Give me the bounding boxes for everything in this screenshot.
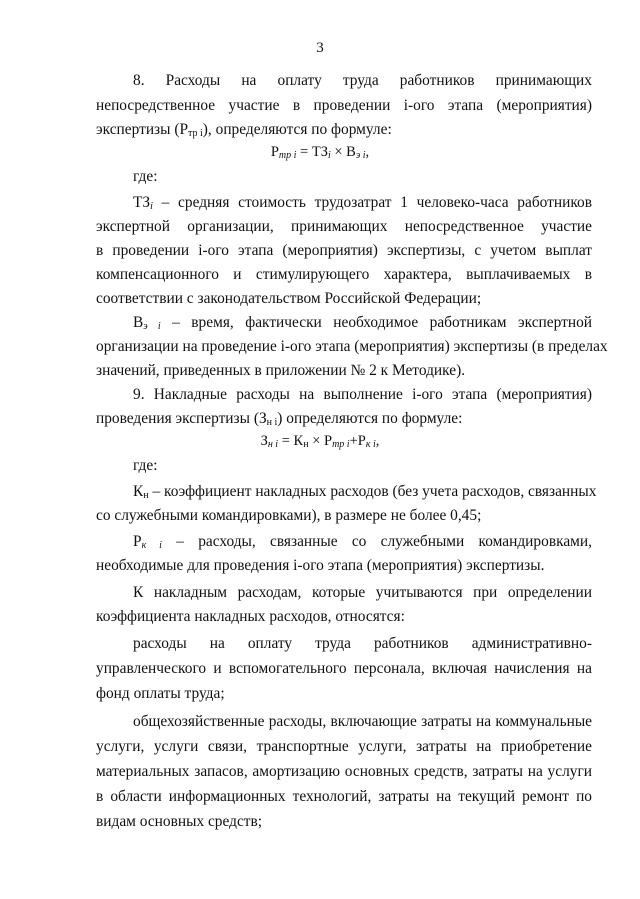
v-def-line-3: значений, приведенных в приложении № 2 к Методике). (96, 362, 466, 379)
p8-where: где: (133, 168, 158, 185)
item-2-line-1: общехозяйственные расходы, включающие затраты на коммунальные (133, 713, 592, 730)
k-def-line-1: Кн – коэффициент накладных расходов (без учета расходов, связанных (133, 483, 597, 501)
item-1-line-3: фонд оплаты труда; (96, 685, 225, 702)
formula-overhead: $З_{н i}$ = Кн × $Р_{тр i}+Р_{к i}$, (260, 433, 380, 450)
item-2-line-5: видам основных средств; (96, 813, 263, 830)
item-1-line-1: расходы на оплату труда работников административно- (133, 635, 592, 652)
v-def-line-2: организации на проведение i-ого этапа (мероприятия) экспертизы (в пределах (96, 338, 608, 355)
overhead-intro-line-1: К накладным расходам, которые учитываются при определении (133, 584, 592, 601)
p8-line-2: непосредственное участие в проведении i-ого этапа (мероприятия) (96, 97, 592, 114)
item-2-line-2: услуги, услуги связи, транспортные услуги, затраты на приобретение (96, 738, 592, 755)
p8-line-3: экспертизы (Ртр i), определяются по формуле: (96, 121, 392, 139)
overhead-intro-line-2: коэффициента накладных расходов, относятся: (96, 608, 405, 625)
r-def-line-1: $Р_{к i}$ – расходы, связанные со служебными командировками, (133, 533, 592, 551)
tz-def-line-1: $ТЗ_i$ – средняя стоимость трудозатрат 1 человеко-часа работников (133, 194, 592, 212)
page-number: 3 (316, 40, 324, 56)
k-def-line-2: со служебными командировками), в размере не более 0,45; (96, 507, 482, 524)
tz-def-line-5: соответствии с законодательством Российской Федерации; (96, 290, 482, 307)
item-2-line-4: в области информационных технологий, затраты на текущий ремонт по (96, 788, 592, 805)
tz-def-line-2: экспертной организации, принимающих непосредственное участие (96, 218, 592, 235)
item-1-line-2: управленческого и вспомогательного персонала, включая начисления на (96, 660, 592, 677)
item-2-line-3: материальных запасов, амортизацию основных средств, затраты на услуги (96, 763, 592, 780)
p9-line-1: 9. Накладные расходы на выполнение i-ого этапа (мероприятия) (133, 386, 592, 403)
p9-line-2: проведения экспертизы (Зн i) определяются по формуле: (96, 410, 463, 428)
formula-labor-cost: $Р_{тр i} = ТЗ_i \times В_{э i}$, (270, 144, 370, 161)
tz-def-line-3: в проведении i-ого этапа (мероприятия) экспертизы, с учетом выплат (96, 242, 592, 259)
tz-def-line-4: компенсационного и стимулирующего характера, выплачиваемых в (96, 266, 592, 283)
r-def-line-2: необходимые для проведения i-ого этапа (мероприятия) экспертизы. (96, 557, 545, 574)
p9-where: где: (133, 457, 158, 474)
v-def-line-1: $В_{э i}$ – время, фактически необходимое работникам экспертной (133, 314, 592, 332)
p8-line-1: 8. Расходы на оплату труда работников принимающих (133, 72, 592, 89)
